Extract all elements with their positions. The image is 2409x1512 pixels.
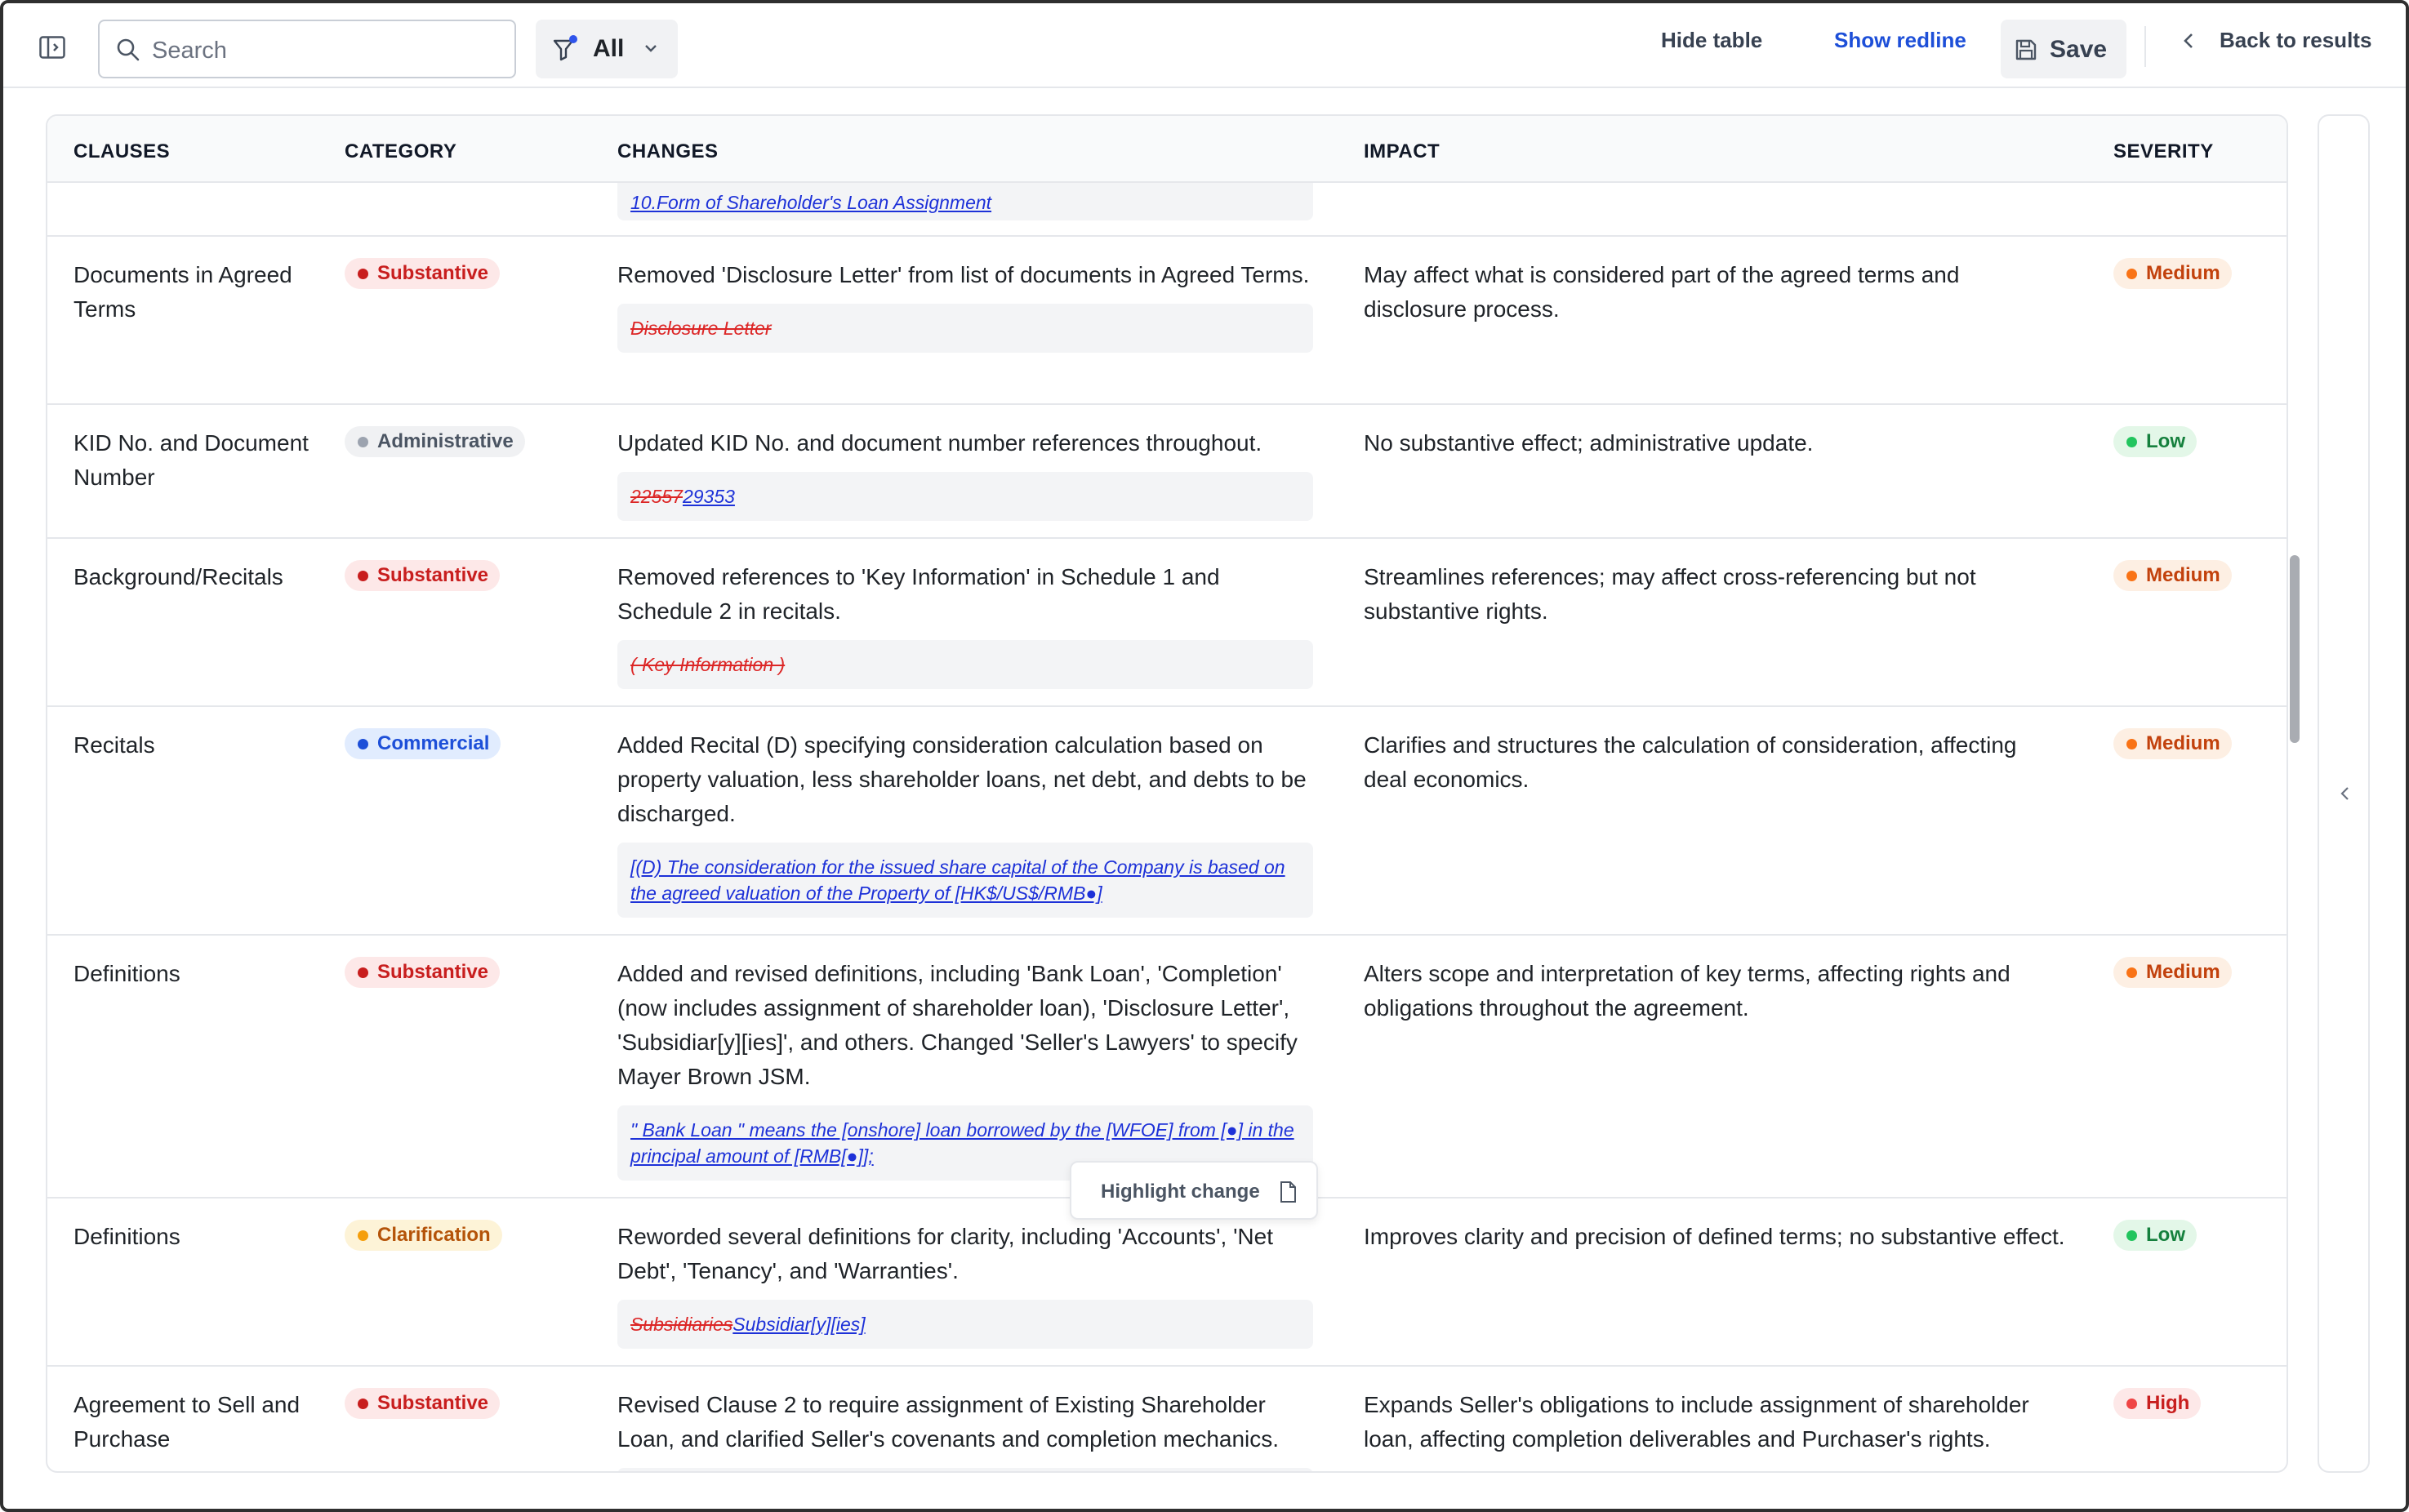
sidebar-toggle-icon[interactable] — [39, 36, 65, 59]
collapse-panel-toggle[interactable] — [2318, 114, 2370, 1473]
chevron-left-icon — [2339, 784, 2352, 803]
show-redline-button[interactable]: Show redline — [1834, 28, 1966, 52]
redline-snippet — [617, 304, 1313, 353]
redline-delete: Disclosure Letter — [630, 318, 772, 339]
column-header-clauses[interactable]: CLAUSES — [73, 140, 171, 162]
clause-name: Background/Recitals — [73, 564, 283, 589]
category-badge: Substantive — [345, 957, 500, 988]
table-row[interactable] — [47, 705, 2288, 934]
highlight-change-label: Highlight change — [1101, 1181, 1260, 1203]
severity-badge: Medium — [2113, 728, 2232, 759]
column-header-severity[interactable]: SEVERITY — [2113, 140, 2214, 162]
change-description: Removed 'Disclosure Letter' from list of documents in Agreed Terms. — [617, 262, 1310, 287]
change-description: Reworded several definitions for clarity, including 'Accounts', 'Net Debt', 'Tenancy', and 'Warranties'. — [617, 1224, 1274, 1283]
table-row[interactable] — [47, 235, 2288, 403]
redline-delete: 22557 — [630, 486, 683, 507]
table-row[interactable] — [47, 1197, 2288, 1365]
search-icon — [116, 38, 140, 62]
category-badge: Substantive — [345, 1388, 500, 1419]
chevron-left-icon — [2180, 31, 2198, 51]
redline-insert: 10.Form of Shareholder's Loan Assignment — [630, 192, 992, 213]
category-badge: Clarification — [345, 1220, 502, 1251]
table-row[interactable] — [47, 537, 2288, 705]
redline-snippet — [617, 1468, 1313, 1473]
redline-snippet — [617, 472, 1313, 521]
column-header-category[interactable]: CATEGORY — [345, 140, 457, 162]
redline-delete: Subsidiaries — [630, 1314, 733, 1335]
severity-badge: Medium — [2113, 560, 2232, 591]
table-row[interactable] — [47, 403, 2288, 537]
redline-snippet — [617, 640, 1313, 689]
redline-snippet — [617, 843, 1313, 918]
redline-insert: Subsidiar[y][ies] — [732, 1314, 866, 1335]
search-input[interactable] — [152, 33, 495, 69]
impact-text: Alters scope and interpretation of key terms, affecting rights and obligations throughout the agreement. — [1364, 961, 2010, 1021]
toolbar — [3, 3, 2406, 88]
clause-name: Definitions — [73, 961, 180, 986]
category-badge: Administrative — [345, 426, 525, 457]
search-box[interactable] — [98, 20, 516, 78]
redline-snippet — [617, 1300, 1313, 1349]
impact-text: May affect what is considered part of the agreed terms and disclosure process. — [1364, 262, 1960, 322]
category-badge: Commercial — [345, 728, 501, 759]
clause-name: Definitions — [73, 1224, 180, 1249]
impact-text: Streamlines references; may affect cross-referencing but not substantive rights. — [1364, 564, 1976, 624]
category-badge: Substantive — [345, 258, 500, 289]
clause-name: Documents in Agreed Terms — [73, 262, 292, 322]
table-scrollbar[interactable] — [2290, 555, 2300, 743]
hide-table-button[interactable]: Hide table — [1661, 28, 1763, 52]
severity-badge: Low — [2113, 1220, 2197, 1251]
impact-text: No substantive effect; administrative update. — [1364, 430, 1814, 456]
change-description: Revised Clause 2 to require assignment of Existing Shareholder Loan, and clarified Seller's covenants and completion mechanics. — [617, 1392, 1280, 1452]
table-header — [47, 116, 2288, 183]
save-label: Save — [2050, 36, 2108, 63]
severity-badge: Medium — [2113, 258, 2232, 289]
back-label: Back to results — [2220, 28, 2372, 52]
severity-badge: Low — [2113, 426, 2197, 457]
document-icon — [1279, 1181, 1297, 1203]
redline-insert: 29353 — [682, 486, 735, 507]
change-description: Removed references to 'Key Information' in Schedule 1 and Schedule 2 in recitals. — [617, 564, 1220, 624]
severity-badge: Medium — [2113, 957, 2232, 988]
chevron-down-icon — [642, 39, 660, 57]
severity-badge: High — [2113, 1388, 2201, 1419]
filter-label: All — [593, 35, 625, 62]
category-badge: Substantive — [345, 560, 500, 591]
column-header-changes[interactable]: CHANGES — [617, 140, 719, 162]
highlight-change-button[interactable] — [1070, 1161, 1318, 1220]
redline-delete: ( Key Information ) — [630, 654, 786, 675]
clause-name: Agreement to Sell and Purchase — [73, 1392, 301, 1452]
clause-name: Recitals — [73, 732, 155, 758]
toolbar-divider — [2144, 26, 2146, 67]
change-description: Added Recital (D) specifying consideration calculation based on property valuation, less shareholder loans, net debt, and debts to be discharged. — [617, 732, 1307, 826]
redline-insert: " Bank Loan " means the [onshore] loan borrowed by the [WFOE] from [●] in the principal amount of [RMB[●]]; — [630, 1119, 1294, 1167]
redline-snippet — [617, 183, 1313, 220]
save-icon — [2014, 38, 2038, 62]
change-description: Updated KID No. and document number references throughout. — [617, 430, 1262, 456]
impact-text: Clarifies and structures the calculation of consideration, affecting deal economics. — [1364, 732, 2017, 792]
impact-text: Improves clarity and precision of defined terms; no substantive effect. — [1364, 1224, 2065, 1249]
filter-active-dot — [569, 35, 577, 43]
filter-dropdown[interactable] — [536, 20, 678, 78]
table-row[interactable] — [47, 934, 2288, 1197]
table-row[interactable] — [47, 1365, 2288, 1473]
table-body — [47, 116, 2288, 1473]
change-description: Added and revised definitions, including 'Bank Loan', 'Completion' (now includes assignment of shareholder loan), 'Disclosure Letter', 'Subsidiar[y][ies]', and others. Changed 'Seller's Lawyers' to specify Mayer Brown JSM. — [617, 961, 1298, 1089]
changes-table — [46, 114, 2288, 1473]
save-button[interactable] — [2001, 20, 2126, 78]
column-header-impact[interactable]: IMPACT — [1364, 140, 1441, 162]
clause-name: KID No. and Document Number — [73, 430, 309, 490]
impact-text: Expands Seller's obligations to include assignment of shareholder loan, affecting completion deliverables and Purchaser's rights. — [1364, 1392, 2029, 1452]
redline-insert: [(D) The consideration for the issued share capital of the Company is based on the agreed valuation of the Property of [HK$/US$/RMB●] — [630, 856, 1285, 904]
